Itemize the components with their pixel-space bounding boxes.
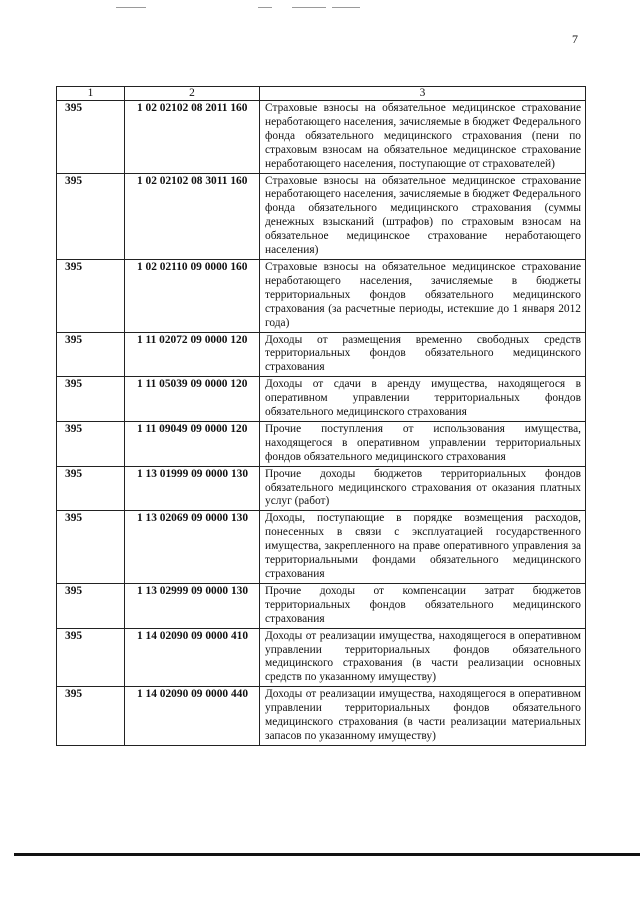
column-header-1: 1 bbox=[57, 87, 125, 101]
budget-code-cell: 1 13 02999 09 0000 130 bbox=[125, 583, 260, 628]
description-cell: Доходы от реализации имущества, находящегося в оперативном управлении территориальных фондов обязательного медицинского страхования (в части реализации основных средств по указанному имуществу) bbox=[260, 628, 586, 687]
table-row bbox=[57, 628, 586, 687]
column-header-2: 2 bbox=[125, 87, 260, 101]
description-cell: Страховые взносы на обязательное медицинское страхование неработающего населения, зачисляемые в бюджет Федерального фонда обязательного медицинского страхования (суммы денежных взысканий (штрафов) по страховым взносам на обязательное медицинское страхование неработающего населения) bbox=[260, 173, 586, 259]
admin-code-cell: 395 bbox=[57, 377, 125, 422]
table-row bbox=[57, 466, 586, 511]
description-cell: Страховые взносы на обязательное медицинское страхование неработающего населения, зачисляемые в бюджеты территориальных фондов обязательного медицинского страхования (за расчетные периоды, истекшие до 1 января 2012 года) bbox=[260, 259, 586, 332]
description-cell: Прочие доходы бюджетов территориальных фондов обязательного медицинского страхования от оказания платных услуг (работ) bbox=[260, 466, 586, 511]
table-row bbox=[57, 259, 586, 332]
admin-code-cell: 395 bbox=[57, 421, 125, 466]
page-number: 7 bbox=[572, 32, 578, 46]
scan-artifact bbox=[116, 7, 146, 8]
budget-code-cell: 1 11 05039 09 0000 120 bbox=[125, 377, 260, 422]
description-cell: Прочие доходы от компенсации затрат бюджетов территориальных фондов обязательного медицинского страхования bbox=[260, 583, 586, 628]
table-row bbox=[57, 101, 586, 174]
description-cell: Доходы от сдачи в аренду имущества, находящегося в оперативном управлении территориальных фондов обязательного медицинского страхования bbox=[260, 377, 586, 422]
admin-code-cell: 395 bbox=[57, 628, 125, 687]
budget-code-cell: 1 02 02102 08 2011 160 bbox=[125, 101, 260, 174]
table-row bbox=[57, 687, 586, 746]
budget-code-cell: 1 11 02072 09 0000 120 bbox=[125, 332, 260, 377]
scan-artifact bbox=[258, 7, 272, 8]
table-row bbox=[57, 421, 586, 466]
table-row bbox=[57, 377, 586, 422]
admin-code-cell: 395 bbox=[57, 332, 125, 377]
budget-code-cell: 1 13 02069 09 0000 130 bbox=[125, 511, 260, 584]
header-row bbox=[57, 87, 586, 101]
scan-artifact bbox=[292, 7, 326, 8]
budget-code-cell: 1 14 02090 09 0000 440 bbox=[125, 687, 260, 746]
description-cell: Доходы от реализации имущества, находящегося в оперативном управлении территориальных фондов обязательного медицинского страхования (в части реализации материальных запасов по указанному имуществу) bbox=[260, 687, 586, 746]
description-cell: Доходы от размещения временно свободных средств территориальных фондов обязательного медицинского страхования bbox=[260, 332, 586, 377]
budget-code-cell: 1 11 09049 09 0000 120 bbox=[125, 421, 260, 466]
admin-code-cell: 395 bbox=[57, 687, 125, 746]
description-cell: Страховые взносы на обязательное медицинское страхование неработающего населения, зачисляемые в бюджет Федерального фонда обязательного медицинского страхования (пени по страховым взносам на обязательное медицинское страхование неработающего населения, поступающие от страхователей) bbox=[260, 101, 586, 174]
budget-code-cell: 1 13 01999 09 0000 130 bbox=[125, 466, 260, 511]
table-row bbox=[57, 583, 586, 628]
description-cell: Доходы, поступающие в порядке возмещения расходов, понесенных в связи с эксплуатацией государственного имущества, закрепленного на праве оперативного управления за территориальными фондами обязательного медицинского страхования bbox=[260, 511, 586, 584]
admin-code-cell: 395 bbox=[57, 173, 125, 259]
scan-artifact bbox=[332, 7, 360, 8]
admin-code-cell: 395 bbox=[57, 583, 125, 628]
table-row bbox=[57, 332, 586, 377]
admin-code-cell: 395 bbox=[57, 511, 125, 584]
footer-rule bbox=[14, 853, 640, 856]
budget-code-cell: 1 14 02090 09 0000 410 bbox=[125, 628, 260, 687]
admin-code-cell: 395 bbox=[57, 259, 125, 332]
budget-code-cell: 1 02 02102 08 3011 160 bbox=[125, 173, 260, 259]
column-header-3: 3 bbox=[260, 87, 586, 101]
budget-code-cell: 1 02 02110 09 0000 160 bbox=[125, 259, 260, 332]
table-row bbox=[57, 511, 586, 584]
admin-code-cell: 395 bbox=[57, 101, 125, 174]
description-cell: Прочие поступления от использования имущества, находящегося в оперативном управлении территориальных фондов обязательного медицинского страхования bbox=[260, 421, 586, 466]
table-row bbox=[57, 173, 586, 259]
admin-code-cell: 395 bbox=[57, 466, 125, 511]
revenue-codes-table bbox=[56, 86, 586, 746]
